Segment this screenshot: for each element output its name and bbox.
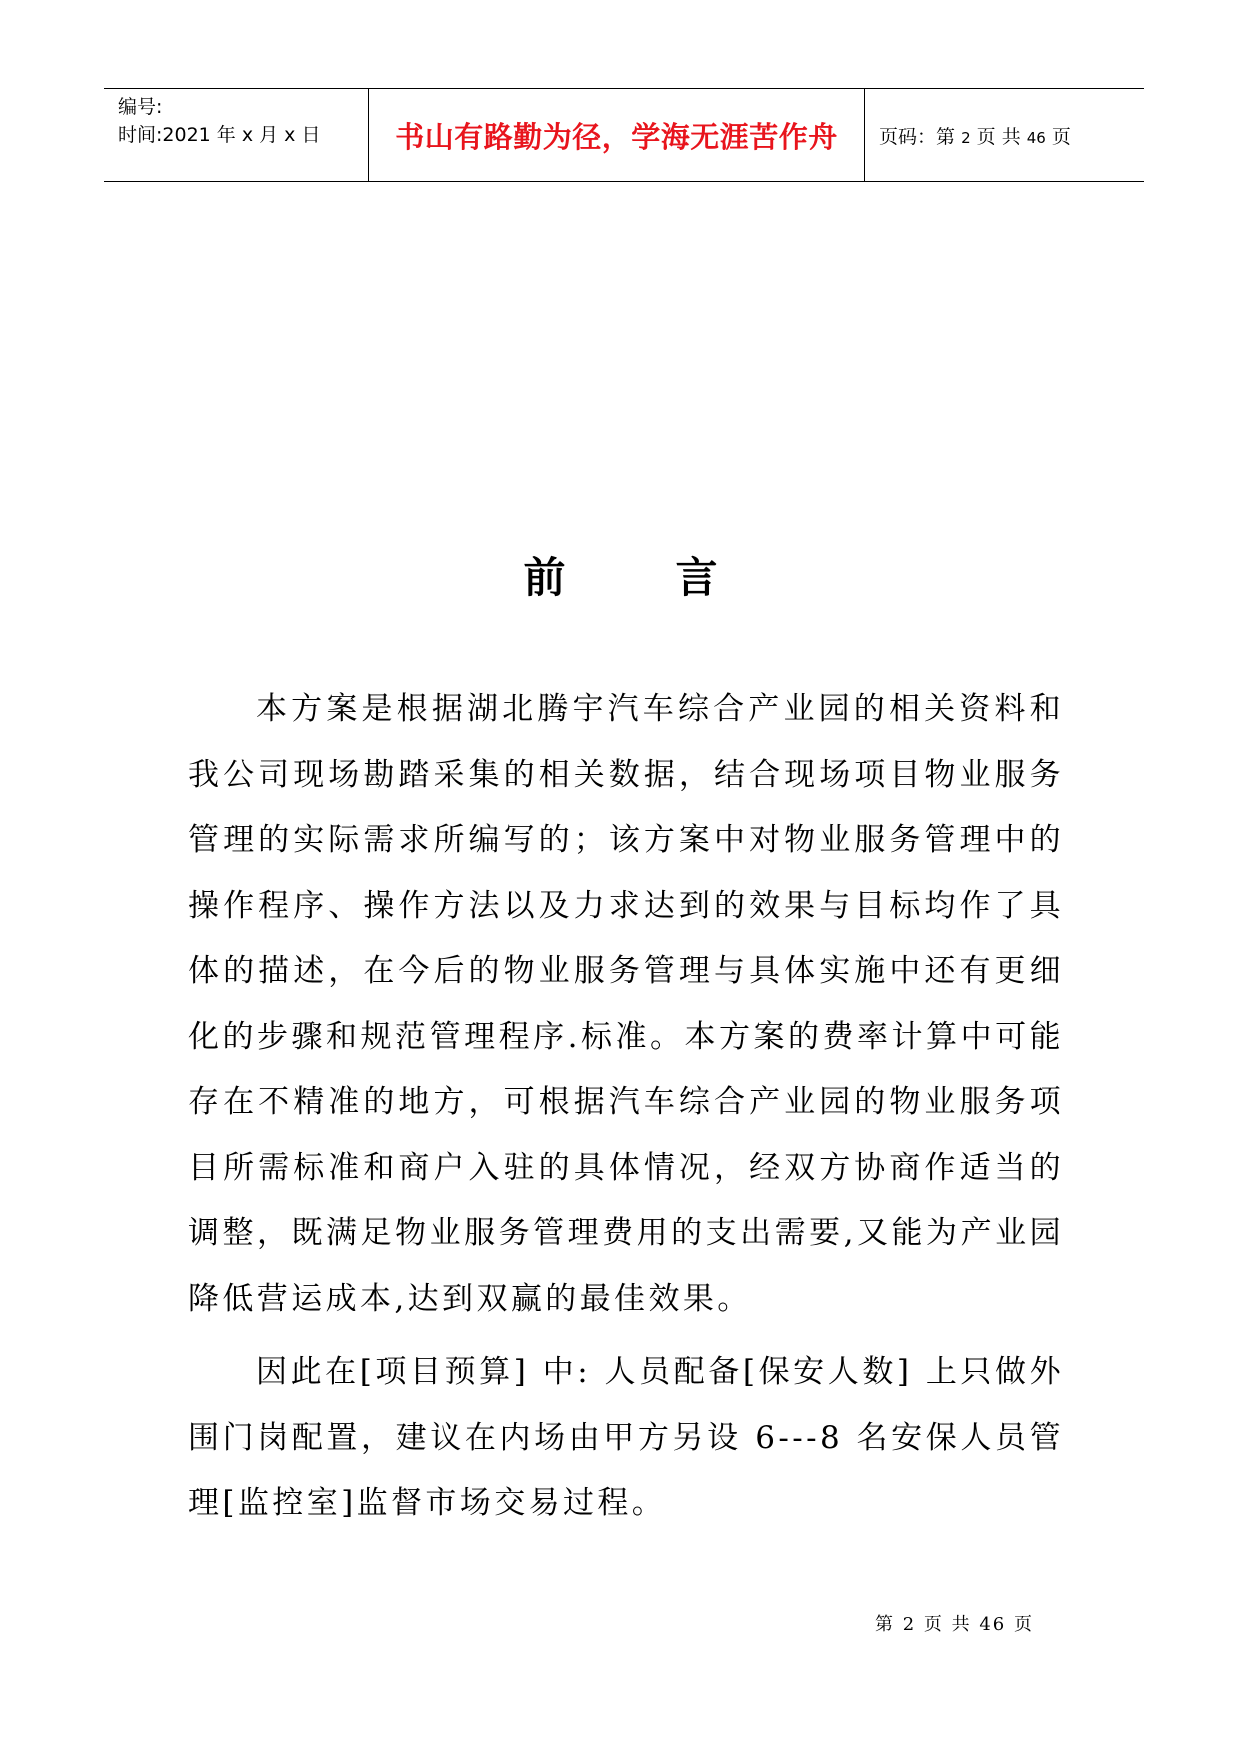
time-value: 2021 年 x 月 x 日 (162, 124, 321, 146)
title-char-1: 前 (523, 553, 566, 602)
page-info-line (879, 122, 1144, 149)
page-current: 2 (961, 128, 971, 147)
paragraph-2: 因此在[项目预算] 中: 人员配备[保安人数] 上只做外围门岗配置，建议在内场由甲方另设 6---8 名安保人员管理[监控室]监督市场交易过程。 (188, 1354, 1064, 1521)
time-label: 时间: (118, 124, 163, 146)
header-meta (104, 89, 369, 181)
body-text (188, 677, 1064, 1537)
document-header (104, 88, 1144, 182)
page-end: 页 (1051, 125, 1071, 148)
title-char-2: 言 (675, 553, 718, 602)
header-motto (369, 89, 865, 181)
paragraph-1: 本方案是根据湖北腾宇汽车综合产业园的相关资料和我公司现场勘踏采集的相关数据，结合现场项目物业服务管理的实际需求所编写的；该方案中对物业服务管理中的操作程序、操作方法以及力求达到的效果与目标均作了具体的描述，在今后的物业服务管理与具体实施中还有更细化的步骤和规范管理程序.标准。本方案的费率计算中可能存在不精准的地方，可根据汽车综合产业园的物业服务项目所需标准和商户入驻的具体情况，经双方协商作适当的调整，既满足物业服务管理费用的支出需要,又能为产业园降低营运成本,达到双赢的最佳效果。 (188, 691, 1064, 1317)
header-page-info (865, 89, 1144, 181)
page-title (0, 548, 1241, 608)
time-line (118, 121, 368, 149)
page-label: 页码：第 (879, 125, 956, 148)
page-footer: 第 2 页 共 46 页 (875, 1614, 1034, 1635)
motto-text: 书山有路勤为径，学海无涯苦作舟 (395, 119, 838, 154)
page-total: 46 (1026, 128, 1046, 147)
number-label: 编号: (118, 96, 163, 118)
page-mid: 页 共 (976, 125, 1021, 148)
